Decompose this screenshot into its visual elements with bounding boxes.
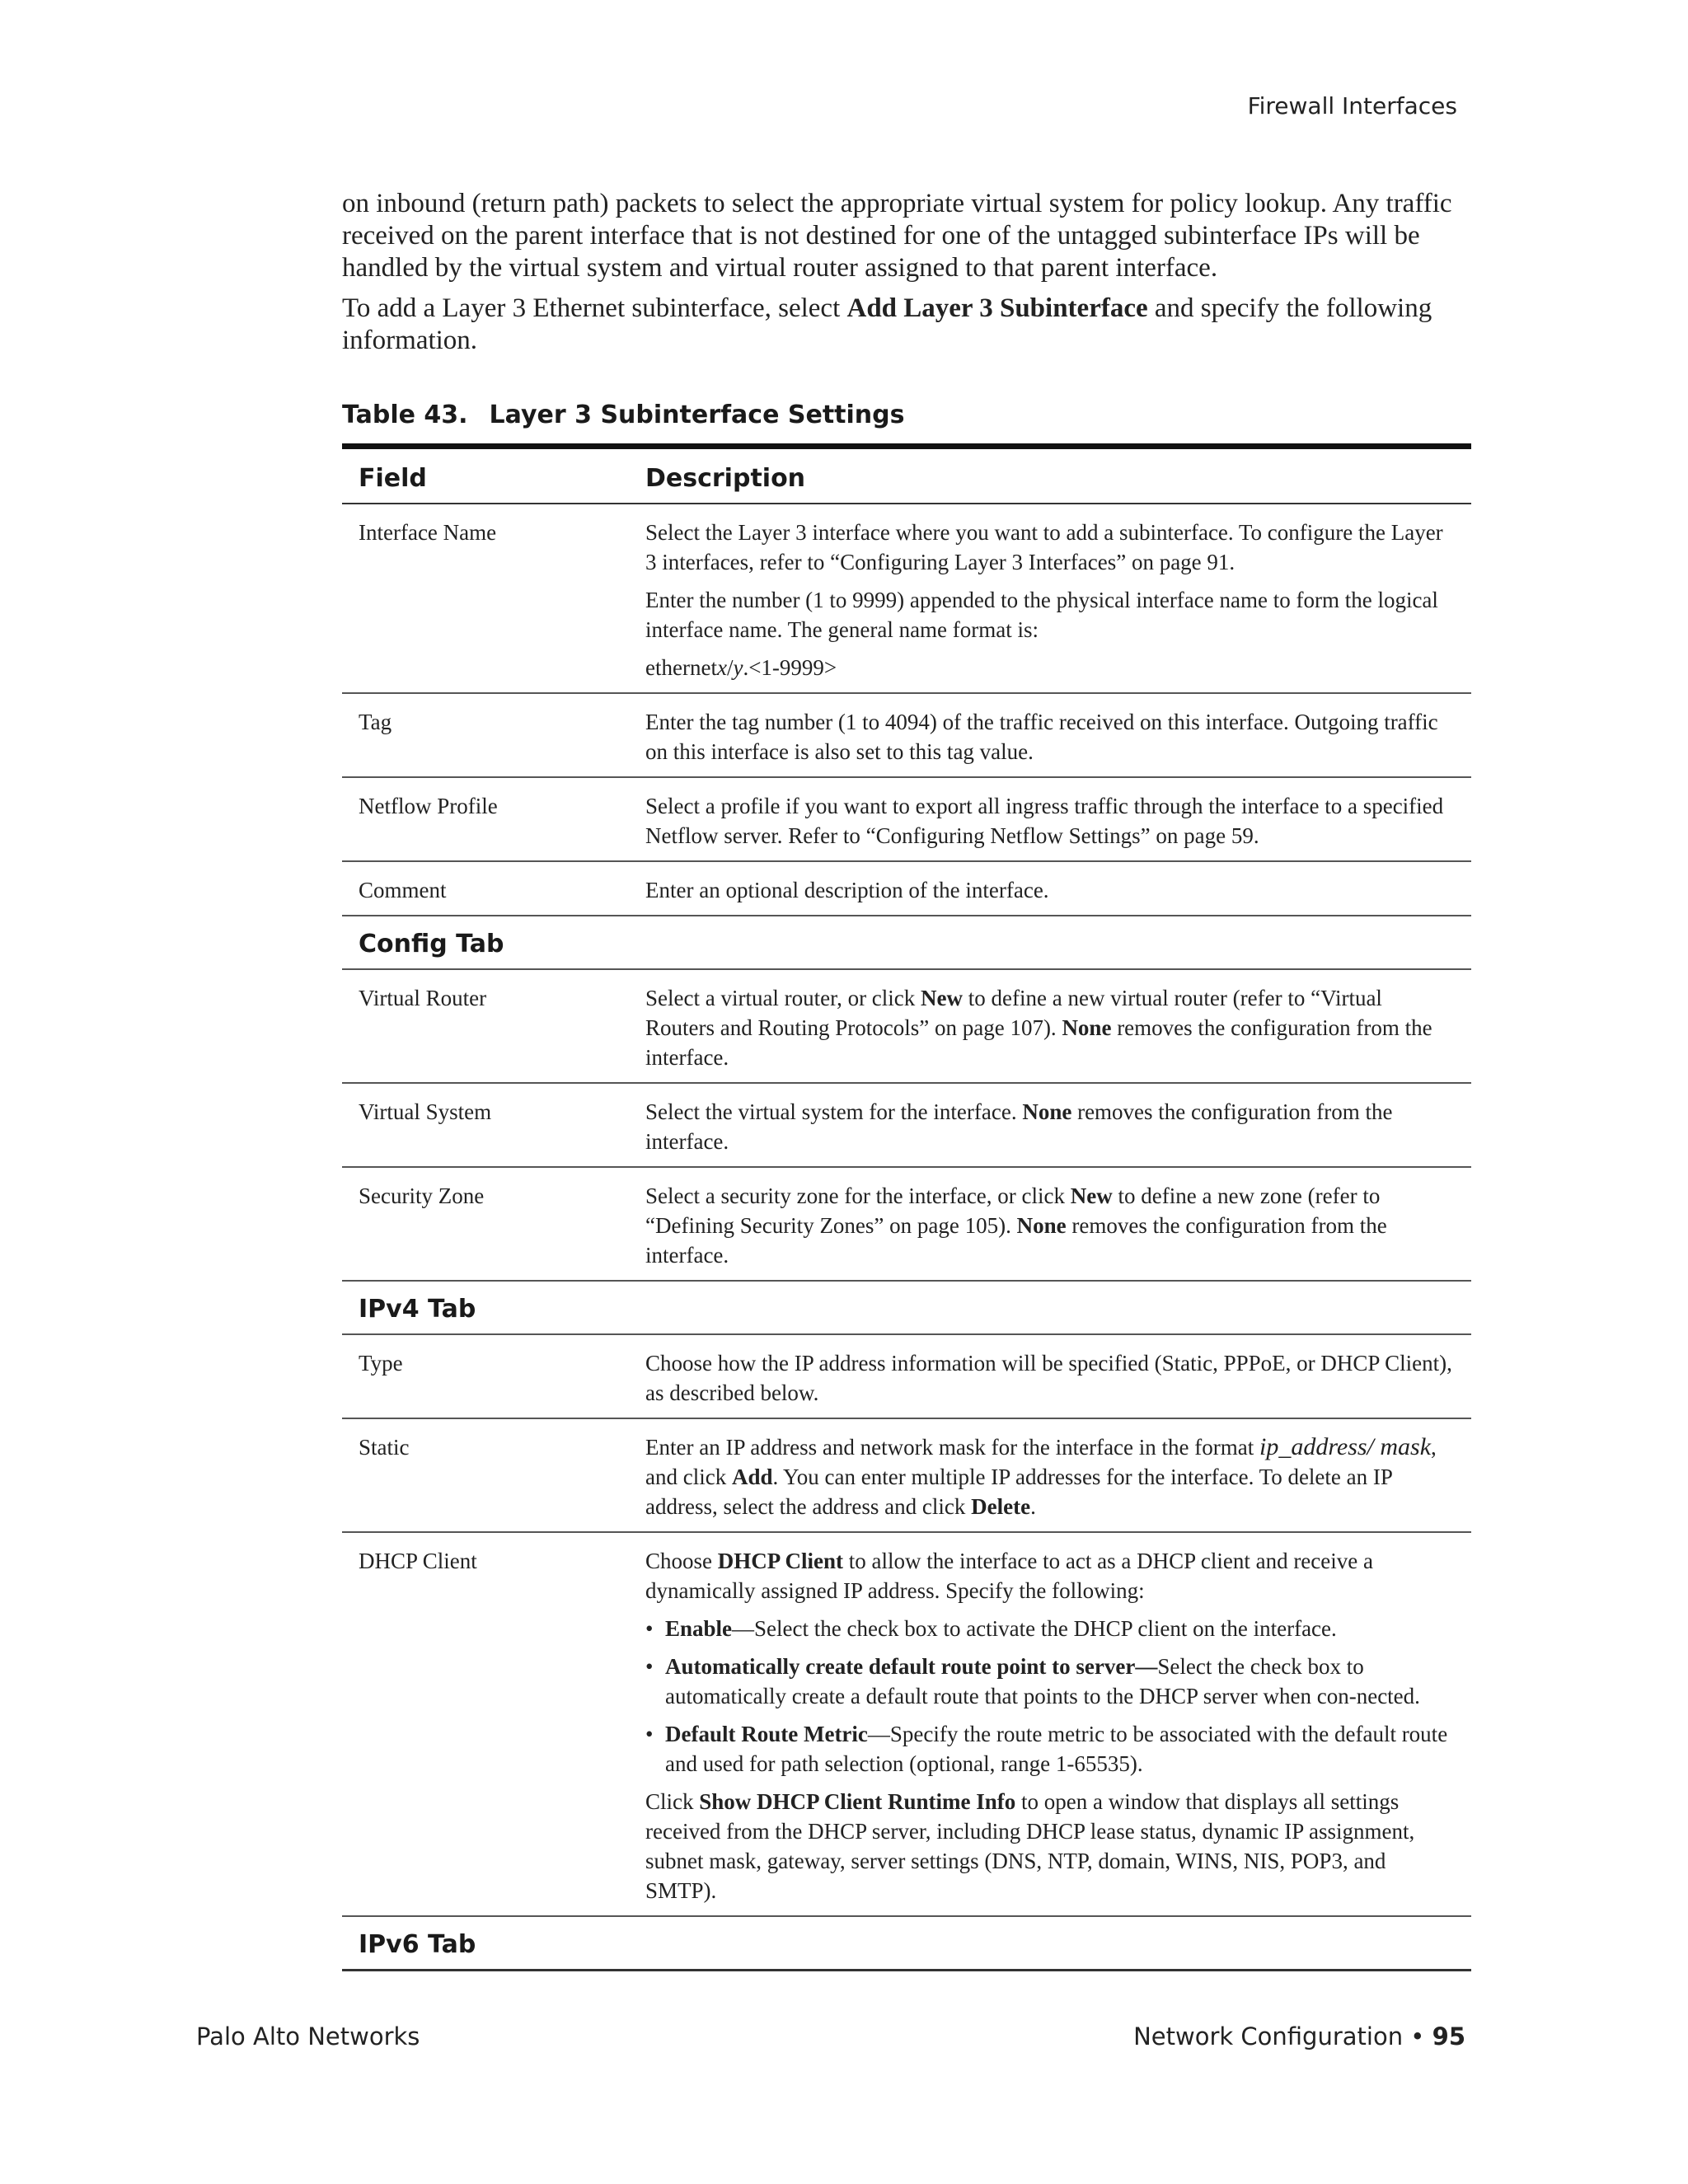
table-row bbox=[342, 1333, 1471, 1418]
text-run: . bbox=[1030, 1494, 1036, 1519]
bold-run: Enable bbox=[665, 1616, 733, 1641]
field-description bbox=[645, 1084, 1471, 1166]
bold-run: Show DHCP Client Runtime Info bbox=[699, 1789, 1016, 1814]
intro-paragraph-2 bbox=[342, 293, 1479, 357]
bullet: • bbox=[645, 1616, 654, 1641]
italic-run: ip_address/ mask bbox=[1259, 1433, 1432, 1460]
field-name: Virtual Router bbox=[359, 986, 487, 1010]
field-name: Netflow Profile bbox=[359, 794, 498, 818]
format-part: y bbox=[733, 655, 743, 680]
field-description bbox=[645, 1533, 1471, 1915]
bullet: • bbox=[645, 1654, 654, 1679]
text-run: to define a new zone (refer to “Defining Security Zones” on page 105). bbox=[645, 1183, 1381, 1238]
field-name: Security Zone bbox=[359, 1183, 485, 1208]
format-part: x bbox=[716, 655, 727, 680]
text-run: Choose bbox=[645, 1549, 718, 1573]
page-number: 95 bbox=[1432, 2022, 1465, 2050]
text-run: to allow the interface to act as a DHCP client and receive a dynamically assigned IP address. Specify the following: bbox=[645, 1549, 1373, 1603]
footer-page-info bbox=[1133, 2022, 1465, 2050]
running-header: Firewall Interfaces bbox=[1247, 92, 1457, 120]
table-number: Table 43. bbox=[342, 401, 468, 429]
text-run: removes the configuration from the interface. bbox=[645, 1213, 1387, 1268]
intro-paragraph-1: on inbound (return path) packets to select the appropriate virtual system for policy lookup. Any traffic received on the parent interface that is not destined for one of the untagged subinterface IPs will be handled by the virtual system and virtual router assigned to that parent interface. bbox=[342, 189, 1452, 283]
description-paragraph: Select the Layer 3 interface where you want to add a subinterface. To configure the Layer 3 interfaces, refer to “Configuring Layer 3 Interfaces” on page 91. bbox=[645, 520, 1443, 574]
column-header-field: Field bbox=[359, 464, 427, 493]
table-row bbox=[342, 692, 1471, 776]
list-item bbox=[645, 1652, 1455, 1711]
field-description bbox=[645, 970, 1471, 1082]
bold-run: Default Route Metric bbox=[665, 1722, 868, 1746]
field-name: Static bbox=[359, 1435, 410, 1460]
text-run: removes the configuration from the interface. bbox=[645, 1015, 1432, 1070]
bold-run: Automatically create default route point to server— bbox=[665, 1654, 1158, 1679]
description-paragraph bbox=[645, 1546, 1455, 1605]
settings-table bbox=[342, 443, 1471, 1971]
text-run: . You can enter multiple IP addresses for the interface. To delete an IP address, select the address and click bbox=[645, 1465, 1392, 1519]
footer-separator: • bbox=[1403, 2022, 1432, 2050]
intro-p2-text: To add a Layer 3 Ethernet subinterface, select bbox=[342, 293, 847, 323]
name-format bbox=[645, 653, 1455, 682]
table-header-row bbox=[342, 449, 1471, 504]
text-run: Enter an IP address and network mask for the interface in the format bbox=[645, 1435, 1259, 1460]
table-row bbox=[342, 860, 1471, 915]
section-label: Config Tab bbox=[359, 930, 504, 958]
description-paragraph: Enter the number (1 to 9999) appended to the physical interface name to form the logical interface name. The general name format is: bbox=[645, 588, 1438, 642]
bold-run: Delete bbox=[971, 1494, 1031, 1519]
field-name: Interface Name bbox=[359, 520, 497, 545]
text-run: , and click bbox=[645, 1435, 1437, 1489]
field-name: Comment bbox=[359, 878, 447, 902]
text-run: Select the check box to automatically create a default route that points to the DHCP server when con-nected. bbox=[665, 1654, 1420, 1708]
text-run: Click bbox=[645, 1789, 700, 1814]
text-run: to define a new virtual router (refer to “Virtual Routers and Routing Protocols” on page 107). bbox=[645, 986, 1382, 1040]
field-description: Enter an optional description of the interface. bbox=[645, 878, 1049, 902]
list-item bbox=[645, 1719, 1455, 1779]
text-run: —Select the check box to activate the DHCP client on the interface. bbox=[732, 1616, 1337, 1641]
field-description bbox=[645, 1168, 1471, 1280]
table-caption bbox=[342, 401, 904, 429]
footer-chapter: Network Configuration bbox=[1133, 2022, 1404, 2050]
bold-run: Add bbox=[731, 1465, 773, 1489]
description-paragraph bbox=[645, 1787, 1455, 1905]
bullet: • bbox=[645, 1722, 654, 1746]
footer-company: Palo Alto Networks bbox=[196, 2022, 420, 2050]
field-name: Type bbox=[359, 1351, 403, 1376]
format-part: / bbox=[726, 655, 734, 680]
section-row-ipv6-tab bbox=[342, 1915, 1471, 1969]
text-run: to open a window that displays all settings received from the DHCP server, including DHCP lease status, dynamic IP assignment, subnet mask, gateway, server settings (DNS, NTP, domain, WINS, NIS, POP3, and SMTP). bbox=[645, 1789, 1415, 1903]
column-header-description: Description bbox=[645, 464, 806, 493]
table-title: Layer 3 Subinterface Settings bbox=[489, 401, 905, 429]
section-label: IPv6 Tab bbox=[359, 1930, 476, 1959]
text-run: —Specify the route metric to be associated with the default route and used for path selection (optional, range 1-65535). bbox=[665, 1722, 1448, 1776]
format-part: .<1-9999> bbox=[743, 655, 837, 680]
text-run: removes the configuration from the interface. bbox=[645, 1099, 1393, 1154]
field-name: Tag bbox=[359, 710, 392, 734]
field-description bbox=[645, 504, 1471, 692]
table-row bbox=[342, 968, 1471, 1082]
option-list bbox=[645, 1614, 1455, 1779]
text-run: Select the virtual system for the interface. bbox=[645, 1099, 1023, 1124]
table-row bbox=[342, 1418, 1471, 1531]
bold-run: New bbox=[1070, 1183, 1113, 1208]
table-row bbox=[342, 776, 1471, 860]
section-row-ipv4-tab bbox=[342, 1280, 1471, 1333]
table-row bbox=[342, 1166, 1471, 1280]
list-item bbox=[645, 1614, 1455, 1643]
intro-p2-bold: Add Layer 3 Subinterface bbox=[846, 293, 1148, 323]
bold-run: New bbox=[921, 986, 964, 1010]
section-label: IPv4 Tab bbox=[359, 1295, 476, 1324]
format-part: ethernet bbox=[645, 655, 717, 680]
bold-run: None bbox=[1062, 1015, 1112, 1040]
field-description: Select a profile if you want to export all ingress traffic through the interface to a specified Netflow server. Refer to “Configuring Netflow Settings” on page 59. bbox=[645, 794, 1444, 848]
bold-run: DHCP Client bbox=[717, 1549, 843, 1573]
text-run: Select a security zone for the interface, or click bbox=[645, 1183, 1071, 1208]
bold-run: None bbox=[1016, 1213, 1067, 1238]
section-row-config-tab bbox=[342, 915, 1471, 968]
field-name: DHCP Client bbox=[359, 1549, 477, 1573]
table-row bbox=[342, 1082, 1471, 1166]
field-description: Choose how the IP address information will be specified (Static, PPPoE, or DHCP Client), as described below. bbox=[645, 1351, 1452, 1405]
table-row bbox=[342, 504, 1471, 692]
intro-text bbox=[342, 188, 1479, 365]
field-name: Virtual System bbox=[359, 1099, 492, 1124]
field-description: Enter the tag number (1 to 4094) of the traffic received on this interface. Outgoing traffic on this interface is also set to this tag value. bbox=[645, 710, 1438, 764]
bold-run: None bbox=[1022, 1099, 1072, 1124]
table-row bbox=[342, 1531, 1471, 1915]
text-run: Select a virtual router, or click bbox=[645, 986, 921, 1010]
intro-p2-text-end: and specify the following information. bbox=[342, 293, 1432, 355]
field-description bbox=[645, 1419, 1471, 1531]
